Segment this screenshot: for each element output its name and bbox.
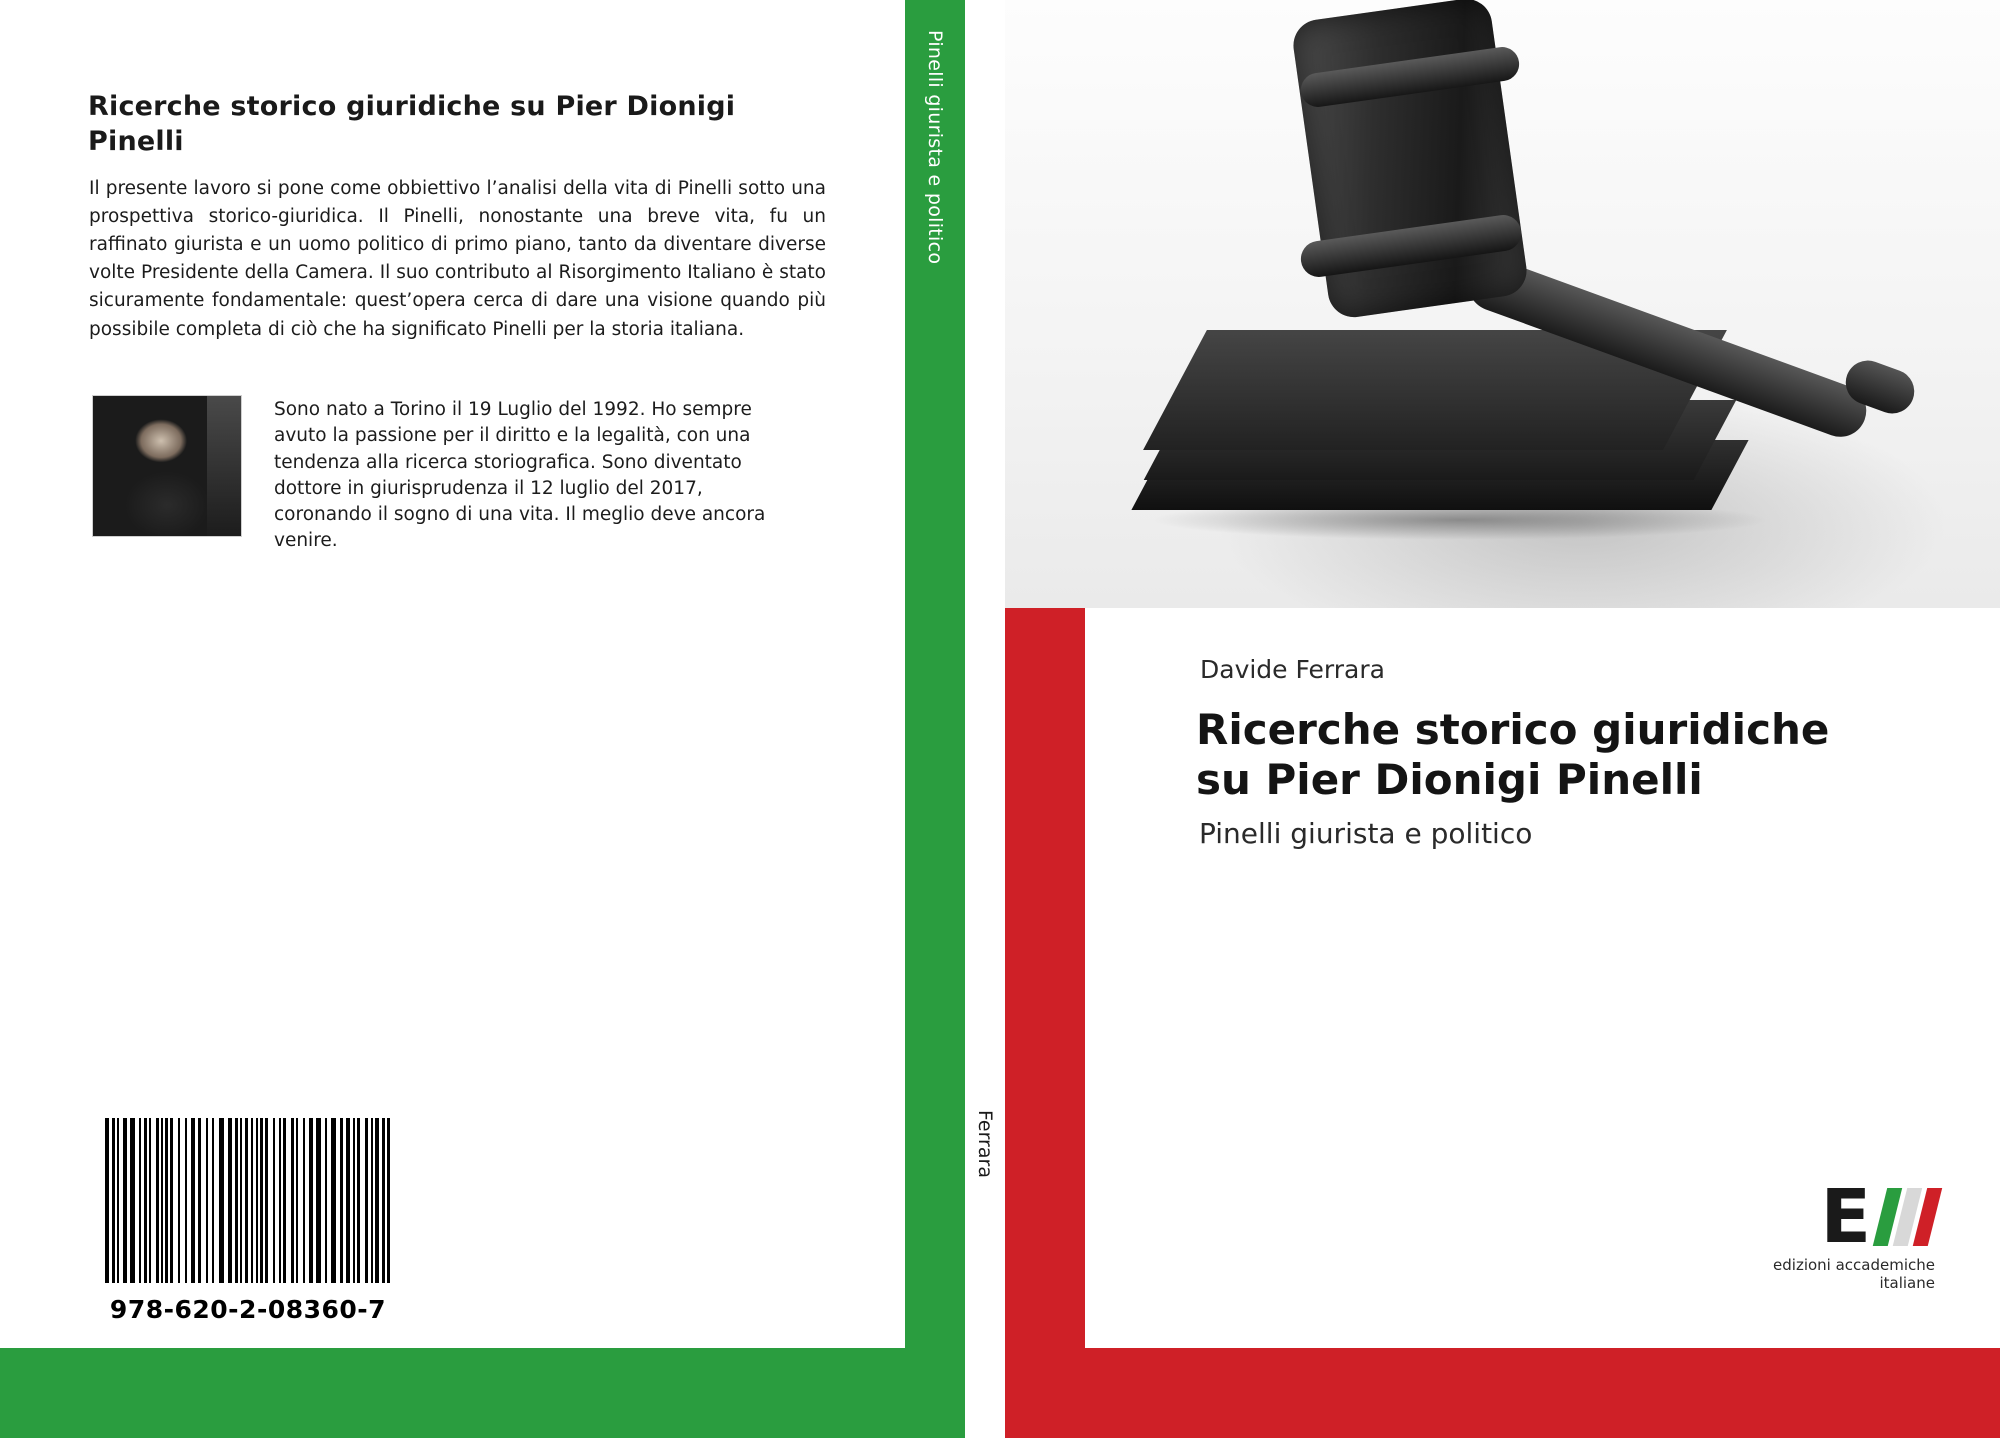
spine-title-text: Pinelli giurista e politico (924, 30, 946, 265)
back-cover-green-band (0, 1348, 905, 1438)
barcode-bar (260, 1118, 263, 1283)
barcode-bar (273, 1118, 275, 1283)
barcode-bar (296, 1118, 298, 1283)
front-cover-red-band (1005, 608, 1085, 1438)
author-bio-text: Sono nato a Torino il 19 Luglio del 1992. Ho sempre avuto la passione per il diritto e la legalità, con una tendenza alla ricerca storiografica. Sono diventato dottore in giurisprudenza il 12 luglio del 2017, coronando il sogno di una vita. Il meglio deve ancora venire. (274, 399, 766, 552)
barcode-bar (235, 1118, 238, 1283)
barcode-bars (103, 1118, 393, 1283)
barcode-bar (316, 1118, 321, 1283)
barcode-bar (291, 1118, 294, 1283)
front-cover-title: Ricerche storico giuridiche su Pier Dionigi Pinelli (1196, 705, 1830, 804)
barcode-bar (206, 1118, 208, 1283)
barcode-bar (219, 1118, 224, 1283)
barcode-bar (165, 1118, 168, 1283)
barcode-bar (117, 1118, 119, 1283)
barcode-bar (265, 1118, 268, 1283)
barcode-bar (185, 1118, 187, 1283)
barcode-bar (156, 1118, 159, 1283)
barcode-bar (139, 1118, 141, 1283)
barcode-bar (105, 1118, 109, 1283)
spine-author (965, 1110, 1005, 1330)
barcode-bar (251, 1118, 253, 1283)
barcode-bar (198, 1118, 201, 1283)
barcode-bar (212, 1118, 214, 1283)
barcode-bar (387, 1118, 390, 1283)
barcode-bar (178, 1118, 180, 1283)
barcode-bar (283, 1118, 286, 1283)
barcode-bar (144, 1118, 147, 1283)
barcode-bar (346, 1118, 350, 1283)
barcode-bar (279, 1118, 281, 1283)
barcode-bar (357, 1118, 360, 1283)
barcode-bar (161, 1118, 163, 1283)
front-cover-red-bottom (1005, 1348, 2000, 1438)
barcode-bar (340, 1118, 343, 1283)
barcode-bar (353, 1118, 355, 1283)
barcode-bar (325, 1118, 327, 1283)
barcode-bar (191, 1118, 195, 1283)
barcode-bar (149, 1118, 151, 1283)
barcode-bar (382, 1118, 385, 1283)
barcode-bar (309, 1118, 313, 1283)
barcode-bar (375, 1118, 379, 1283)
publisher-name: edizioni accademiche italiane (1773, 1256, 1935, 1292)
barcode-bar (130, 1118, 135, 1283)
barcode-bar (245, 1118, 248, 1283)
publisher-logo-mark (1735, 1174, 1935, 1260)
author-portrait-photo (92, 395, 242, 537)
barcode-bar (240, 1118, 242, 1283)
barcode-bar (303, 1118, 305, 1283)
front-cover-image (1005, 0, 2000, 608)
back-cover-title: Ricerche storico giuridiche su Pier Dionigi Pinelli (88, 91, 736, 157)
portrait-right-band (207, 396, 241, 536)
front-cover-author: Davide Ferrara (1200, 655, 1385, 684)
barcode-bar (256, 1118, 258, 1283)
barcode-bar (123, 1118, 127, 1283)
front-cover-subtitle: Pinelli giurista e politico (1199, 817, 1533, 850)
barcode-bar (228, 1118, 232, 1283)
barcode-bar (371, 1118, 373, 1283)
barcode-bar (170, 1118, 173, 1283)
barcode-bar (112, 1118, 115, 1283)
spine-author-text: Ferrara (974, 1110, 996, 1178)
italian-flag-bars-icon (1875, 1188, 1935, 1246)
back-cover-abstract: Il presente lavoro si pone come obbiettivo l’analisi della vita di Pinelli sotto una prospettiva storico-giuridica. Il Pinelli, nonostante una breve vita, fu un raffinato giurista e un uomo politico di primo piano, tanto da diventare diverse volte Presidente della Camera. Il suo contributo al Risorgimento Italiano è stato sicuramente fondamentale: quest’opera cerca di dare una visione quando più possibile completa di ciò che ha significato Pinelli per la storia italiana. (89, 178, 826, 340)
publisher-logo (1735, 1174, 1935, 1292)
spine-title (905, 30, 965, 410)
barcode-bar (365, 1118, 368, 1283)
isbn-text: 978-620-2-08360-7 (109, 1295, 387, 1324)
publisher-logo-letter: E (1820, 1174, 1869, 1260)
barcode-bar (331, 1118, 336, 1283)
barcode (103, 1118, 393, 1283)
back-cover (0, 0, 905, 1438)
